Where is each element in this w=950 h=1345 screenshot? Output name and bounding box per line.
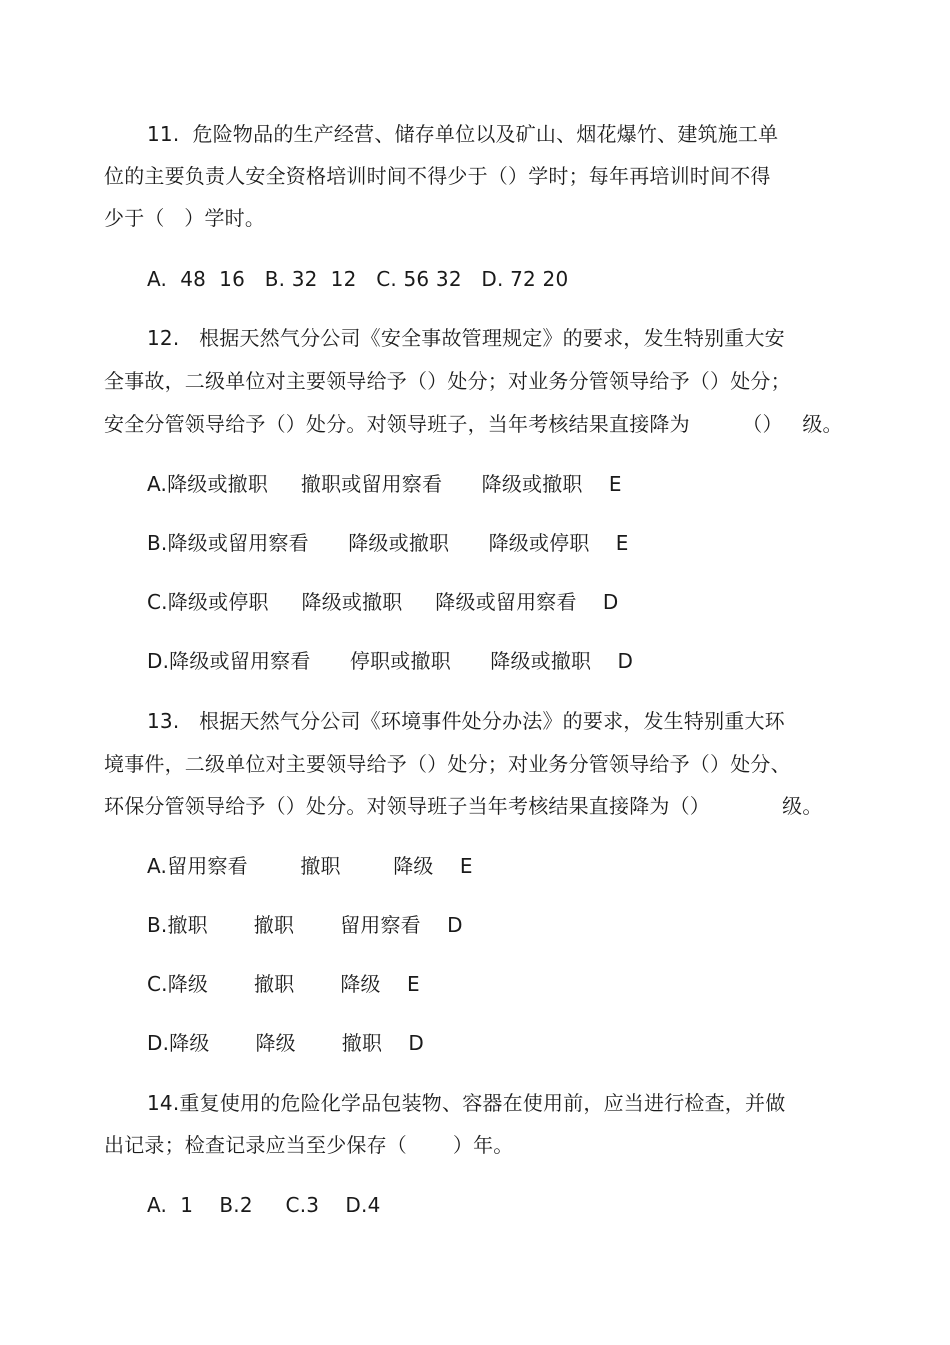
q14-stem-line-1: 14.重复使用的危险化学品包装物、容器在使用前，应当进行检查，并做 bbox=[147, 1091, 786, 1115]
q14-stem-line-2: 出记录；检查记录应当至少保存（ ）年。 bbox=[104, 1133, 514, 1157]
q12-option-a: A.降级或撤职 撤职或留用察看 降级或撤职 E bbox=[147, 472, 622, 496]
q11-stem-line-2: 位的主要负责人安全资格培训时间不得少于（）学时；每年再培训时间不得 bbox=[104, 164, 771, 188]
q13-option-d: D.降级 降级 撤职 D bbox=[147, 1031, 424, 1055]
q13-option-a: A.留用察看 撤职 降级 E bbox=[147, 854, 473, 878]
q13-stem-line-2: 境事件，二级单位对主要领导给予（）处分；对业务分管领导给予（）处分、 bbox=[104, 752, 791, 776]
q13-option-b: B.撤职 撤职 留用察看 D bbox=[147, 913, 463, 937]
q13-stem-line-1: 13. 根据天然气分公司《环境事件处分办法》的要求，发生特别重大环 bbox=[147, 709, 785, 733]
q12-stem-line-2: 全事故，二级单位对主要领导给予（）处分；对业务分管领导给予（）处分； bbox=[104, 369, 791, 393]
q11-stem-line-1: 11. 危险物品的生产经营、储存单位以及矿山、烟花爆竹、建筑施工单 bbox=[147, 122, 779, 146]
q12-option-d: D.降级或留用察看 停职或撤职 降级或撤职 D bbox=[147, 649, 634, 673]
q13-option-c: C.降级 撤职 降级 E bbox=[147, 972, 420, 996]
q12-option-b: B.降级或留用察看 降级或撤职 降级或停职 E bbox=[147, 531, 629, 555]
q11-stem-line-3: 少于（ ）学时。 bbox=[104, 206, 266, 230]
q12-option-c: C.降级或停职 降级或撤职 降级或留用察看 D bbox=[147, 590, 619, 614]
q12-stem-line-1: 12. 根据天然气分公司《安全事故管理规定》的要求，发生特别重大安 bbox=[147, 326, 785, 350]
q13-stem-line-3: 环保分管领导给予（）处分。对领导班子当年考核结果直接降为（） 级。 bbox=[104, 794, 823, 818]
q11-options: A. 48 16 B. 32 12 C. 56 32 D. 72 20 bbox=[147, 267, 569, 291]
q12-stem-line-3: 安全分管领导给予（）处分。对领导班子，当年考核结果直接降为 （） 级。 bbox=[104, 412, 843, 436]
q14-options: A. 1 B.2 C.3 D.4 bbox=[147, 1193, 381, 1217]
